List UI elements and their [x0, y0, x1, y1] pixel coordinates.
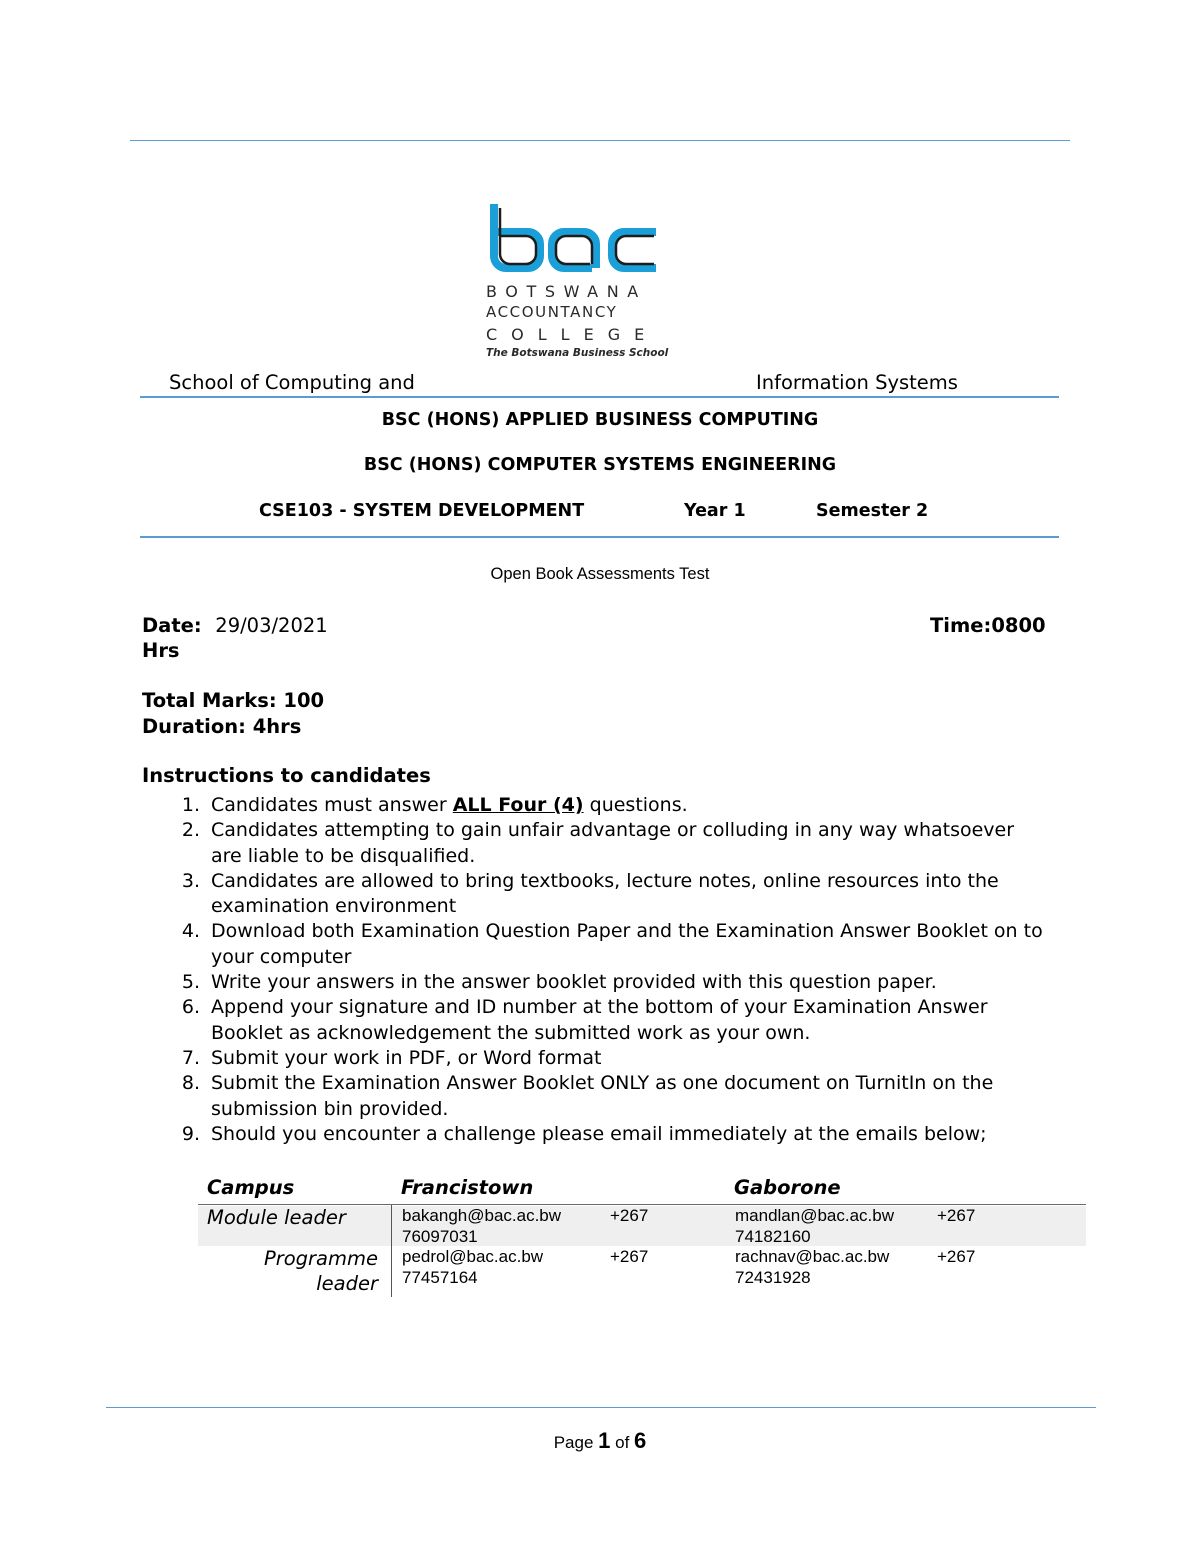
programme-title-1: BSC (HONS) APPLIED BUSINESS COMPUTING [381, 410, 819, 430]
header-rule-bottom [140, 536, 1059, 538]
logo-line-botswana: BOTSWANA [486, 282, 647, 301]
assessment-type: Open Book Assessments Test [490, 565, 710, 583]
contact-role-programme-leader-2: leader [316, 1272, 378, 1295]
instruction-item [170, 995, 1050, 1046]
header-rule-top [140, 396, 1059, 398]
instruction-text: Submit the Examination Answer Booklet ONLY as one document on TurnitIn on the submission bin provided. [211, 1072, 994, 1120]
bac-logo-mark [484, 200, 668, 280]
instructions-list [170, 793, 1050, 1147]
school-name-right: Information Systems [756, 371, 958, 394]
instruction-number: 9. [181, 1122, 200, 1145]
instruction-item [170, 793, 1050, 818]
instruction-emphasis: ALL Four (4) [452, 794, 584, 816]
page-indicator [0, 1428, 1200, 1454]
time-unit: Hrs [142, 639, 180, 662]
contact-role-programme-leader-1: Programme [263, 1247, 378, 1270]
instruction-text: Write your answers in the answer booklet provided with this question paper. [211, 971, 937, 994]
contact-code-ft-programme: +267 [610, 1247, 649, 1266]
instruction-text: Download both Examination Question Paper and the Examination Answer Booklet on to your computer [211, 920, 1043, 968]
contacts-header-francistown: Francistown [401, 1176, 534, 1199]
module-semester: Semester 2 [816, 501, 929, 521]
instruction-text-post: questions. [583, 794, 688, 816]
logo-line-college: COLLEGE [486, 325, 659, 344]
instruction-text: Append your signature and ID number at the bottom of your Examination Answer Booklet as acknowledgement the submitted work as your own. [211, 996, 988, 1044]
date-value: 29/03/2021 [215, 614, 328, 637]
instruction-number: 8. [181, 1072, 200, 1095]
date-line [142, 614, 328, 637]
time-value: 0800 [991, 614, 1046, 637]
instruction-text: Should you encounter a challenge please email immediately at the emails below; [211, 1122, 987, 1145]
logo-tagline: The Botswana Business School [486, 347, 669, 359]
instructions-title: Instructions to candidates [142, 764, 431, 787]
contact-email-gb-module[interactable]: mandlan@bac.ac.bw [735, 1206, 895, 1225]
contact-code-gb-programme: +267 [937, 1247, 976, 1266]
contact-number-gb-programme: 72431928 [735, 1268, 811, 1287]
time-line [930, 614, 1046, 637]
page-total: 6 [634, 1428, 647, 1453]
page-word: Page [553, 1433, 594, 1452]
contacts-column-divider [391, 1205, 392, 1297]
contact-email-ft-module[interactable]: bakangh@bac.ac.bw [402, 1206, 562, 1225]
contact-number-gb-module: 74182160 [735, 1227, 811, 1246]
instruction-text: Candidates attempting to gain unfair advantage or colluding in any way whatsoever are liable to be disqualified. [211, 819, 1015, 867]
instruction-item [170, 1071, 1050, 1122]
instruction-item [170, 1046, 1050, 1071]
instruction-text: Candidates are allowed to bring textbooks, lecture notes, online resources into the examination environment [211, 869, 999, 918]
module-code-title: CSE103 - SYSTEM DEVELOPMENT [259, 501, 585, 521]
instruction-number: 4. [181, 920, 200, 943]
contact-number-ft-programme: 77457164 [402, 1268, 478, 1287]
instruction-item [170, 970, 1050, 995]
contacts-header-gaborone: Gaborone [734, 1176, 841, 1199]
contact-number-ft-module: 76097031 [402, 1227, 478, 1246]
instruction-number: 2. [181, 819, 200, 842]
contact-code-gb-module: +267 [937, 1206, 976, 1225]
programme-title-2: BSC (HONS) COMPUTER SYSTEMS ENGINEERING [363, 455, 837, 475]
contact-role-module-leader: Module leader [207, 1206, 346, 1229]
contact-email-gb-programme[interactable]: rachnav@bac.ac.bw [735, 1247, 890, 1266]
contact-email-ft-programme[interactable]: pedrol@bac.ac.bw [402, 1247, 544, 1266]
contacts-header-campus: Campus [207, 1176, 295, 1199]
page-number: 1 [598, 1428, 611, 1453]
school-name-left: School of Computing and [169, 371, 415, 394]
date-label: Date: [142, 614, 202, 637]
instruction-text-pre: Candidates must answer [211, 794, 453, 816]
instruction-item [170, 1122, 1050, 1147]
duration: Duration: 4hrs [142, 715, 302, 738]
module-year: Year 1 [684, 501, 746, 521]
of-word: of [615, 1433, 630, 1452]
instruction-number: 6. [181, 996, 200, 1019]
instruction-text: Submit your work in PDF, or Word format [211, 1046, 602, 1069]
instruction-number: 3. [181, 869, 200, 892]
college-logo [484, 200, 668, 362]
instruction-number: 5. [181, 971, 200, 994]
footer-rule [106, 1407, 1096, 1408]
top-rule [130, 140, 1070, 141]
logo-line-accountancy: ACCOUNTANCY [486, 303, 618, 321]
time-label: Time: [930, 614, 992, 637]
instruction-item [170, 869, 1050, 920]
instruction-item [170, 818, 1050, 869]
instruction-item [170, 919, 1050, 970]
total-marks: Total Marks: 100 [142, 689, 325, 712]
instruction-number: 1. [181, 794, 200, 816]
instruction-number: 7. [181, 1046, 200, 1069]
contact-code-ft-module: +267 [610, 1206, 649, 1225]
